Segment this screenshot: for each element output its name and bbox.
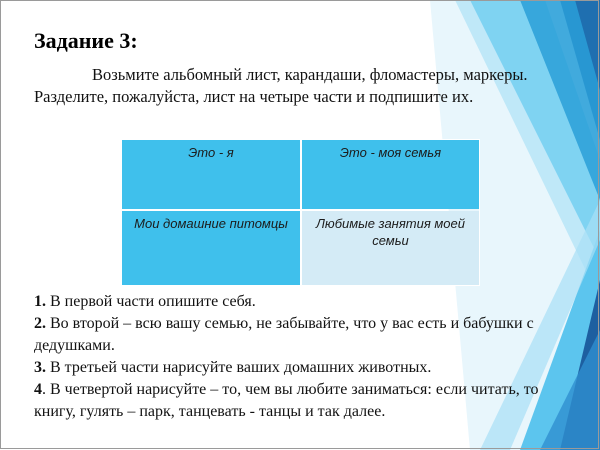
grid-cell-family xyxy=(302,140,479,209)
grid-cell-label: Любимые занятия моей семьи xyxy=(316,216,465,248)
step-text: Во второй – всю вашу семью, не забывайте, что у вас есть и бабушки с дедушками. xyxy=(34,315,534,354)
step-number: 2. xyxy=(34,315,46,332)
four-part-grid xyxy=(121,139,480,286)
intro-paragraph: Возьмите альбомный лист, карандаши, фломастеры, маркеры. Разделите, пожалуйста, лист на четыре части и подпишите их. xyxy=(34,65,528,106)
step-number: 3. xyxy=(34,359,46,376)
grid-cell-label: Это - я xyxy=(188,145,234,160)
grid-cell-label: Это - моя семья xyxy=(339,145,442,160)
slide-title: Задание 3: xyxy=(34,28,138,53)
step-text: В третьей части нарисуйте ваших домашних животных. xyxy=(46,359,432,376)
grid-cell-pets xyxy=(122,211,300,285)
step-item xyxy=(34,291,539,313)
step-text: . В четвертой нарисуйте – то, чем вы любите заниматься: если читать, то книгу, гулять – парк, танцевать - танцы и так далее. xyxy=(34,381,539,420)
step-item xyxy=(34,357,539,379)
grid-cell-me xyxy=(122,140,300,209)
step-text: В первой части опишите себя. xyxy=(46,293,256,310)
grid-cell-hobbies xyxy=(302,211,479,285)
steps-list xyxy=(34,291,539,423)
step-number: 4 xyxy=(34,381,42,398)
grid-cell-label: Мои домашние питомцы xyxy=(134,216,288,231)
step-number: 1. xyxy=(34,293,46,310)
step-item xyxy=(34,379,539,423)
step-item xyxy=(34,313,539,357)
